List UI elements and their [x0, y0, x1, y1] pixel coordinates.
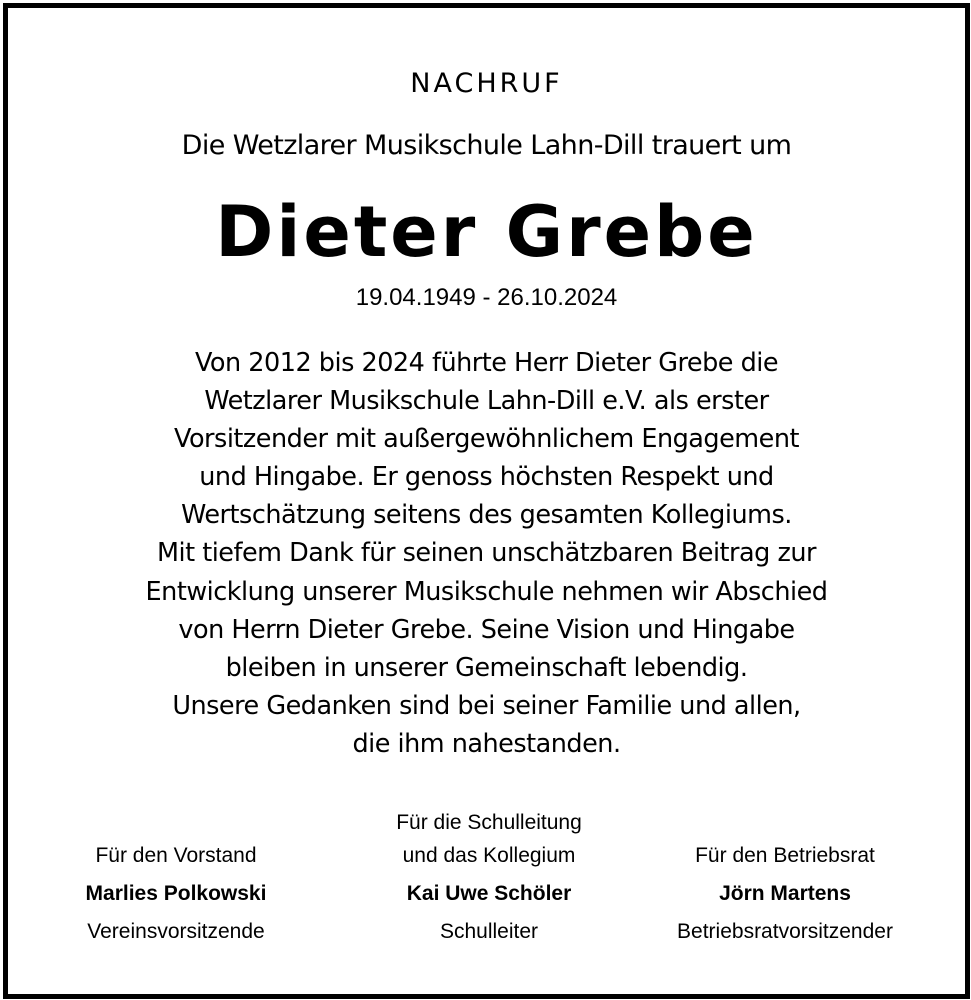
body-line: Unsere Gedanken sind bei seiner Familie und allen, [172, 690, 801, 721]
body-line: und Hingabe. Er genoss höchsten Respekt und [199, 462, 774, 493]
signature-role: Schulleiter [439, 920, 539, 943]
signature-for-label: und das Kollegium [402, 844, 576, 867]
signature-role: Betriebsratvorsitzender [677, 920, 893, 943]
body-line: bleiben in unserer Gemeinschaft lebendig. [225, 652, 748, 683]
signature-betriebsrat [625, 843, 945, 944]
body-line: die ihm nahestanden. [352, 728, 621, 759]
life-dates: 19.04.1949 - 26.10.2024 [355, 284, 618, 311]
body-line: Mit tiefem Dank für seinen unschätzbaren Beitrag zur [157, 538, 816, 569]
body-line: Wetzlarer Musikschule Lahn-Dill e.V. als erster [204, 386, 769, 417]
signature-for-label: Für den Betriebsrat [695, 844, 875, 867]
body-line: Wertschätzung seitens des gesamten Kollegiums. [181, 500, 792, 531]
notice-heading: NACHRUF [410, 68, 563, 99]
notice-subheading: Die Wetzlarer Musikschule Lahn-Dill trauert um [181, 130, 792, 161]
signature-schulleitung [329, 810, 649, 944]
signature-name: Marlies Polkowski [85, 882, 267, 905]
deceased-name: Dieter Grebe [215, 191, 758, 273]
body-line: Vorsitzender mit außergewöhnlichem Engagement [173, 424, 799, 455]
obituary-frame [3, 3, 970, 999]
signature-name: Kai Uwe Schöler [406, 882, 572, 905]
signature-role: Vereinsvorsitzende [87, 920, 265, 943]
signature-name: Jörn Martens [719, 882, 851, 905]
signature-vorstand [16, 843, 336, 944]
body-line: Entwicklung unserer Musikschule nehmen wir Abschied [145, 576, 828, 607]
body-line: von Herrn Dieter Grebe. Seine Vision und Hingabe [178, 614, 795, 645]
body-line: Von 2012 bis 2024 führte Herr Dieter Grebe die [194, 348, 779, 378]
signature-for-label: Für den Vorstand [95, 844, 257, 867]
signature-for-label: Für die Schulleitung [396, 811, 582, 834]
obituary-body [8, 344, 965, 763]
